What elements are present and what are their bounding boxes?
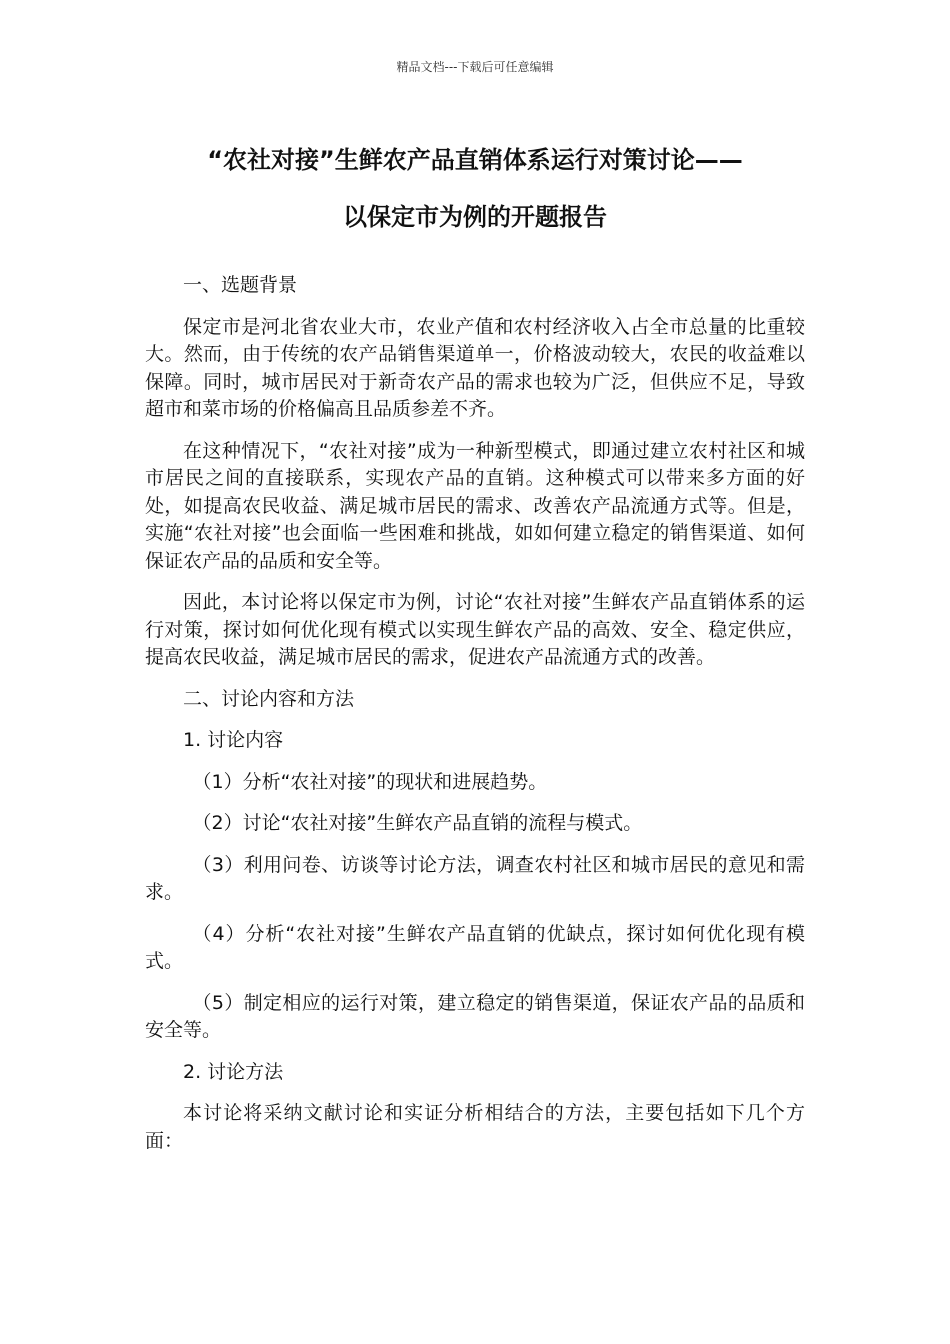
list-item: （4）分析“农社对接”生鲜农产品直销的优缺点，探讨如何优化现有模式。 (145, 922, 805, 972)
list-item: （5）制定相应的运行对策，建立稳定的销售渠道，保证农产品的品质和安全等。 (145, 991, 805, 1041)
list-item: （1）分析“农社对接”的现状和进展趋势。 (192, 770, 548, 793)
paragraph-background-2: 在这种情况下，“农社对接”成为一种新型模式，即通过建立农村社区和城市居民之间的直接联系，实现农产品的直销。这种模式可以带来多方面的好处，如提高农民收益、满足城市居民的需求、改善农产品流通方式等。但是，实施“农社对接”也会面临一些困难和挑战，如如何建立稳定的销售渠道、如何保证农产品的品质和安全等。 (145, 439, 805, 572)
document-title-line-1: “农社对接”生鲜农产品直销体系运行对策讨论—— (207, 146, 743, 174)
section-heading-background: 一、选题背景 (183, 274, 298, 296)
paragraph-background-3: 因此，本讨论将以保定市为例，讨论“农社对接”生鲜农产品直销体系的运行对策，探讨如何优化现有模式以实现生鲜农产品的高效、安全、稳定供应，提高农民收益，满足城市居民的需求，促进农产品流通方式的改善。 (145, 591, 805, 668)
list-item: （3）利用问卷、访谈等讨论方法，调查农村社区和城市居民的意见和需求。 (145, 853, 805, 903)
subheading-content: 1. 讨论内容 (183, 729, 284, 751)
section-heading-content-method: 二、讨论内容和方法 (183, 687, 355, 710)
document-title-line-2: 以保定市为例的开题报告 (343, 203, 607, 231)
document-body (145, 272, 805, 1169)
subheading-method: 2. 讨论方法 (183, 1060, 284, 1083)
header-note: 精品文档---下载后可任意编辑 (396, 60, 554, 74)
list-item: （2）讨论“农社对接”生鲜农产品直销的流程与模式。 (192, 812, 643, 834)
paragraph-background-1: 保定市是河北省农业大市，农业产值和农村经济收入占全市总量的比重较大。然而，由于传统的农产品销售渠道单一，价格波动较大，农民的收益难以保障。同时，城市居民对于新奇农产品的需求也较为广泛，但供应不足，导致超市和菜市场的价格偏高且品质参差不齐。 (145, 315, 805, 420)
paragraph-method: 本讨论将采纳文献讨论和实证分析相结合的方法，主要包括如下几个方面： (145, 1102, 805, 1152)
